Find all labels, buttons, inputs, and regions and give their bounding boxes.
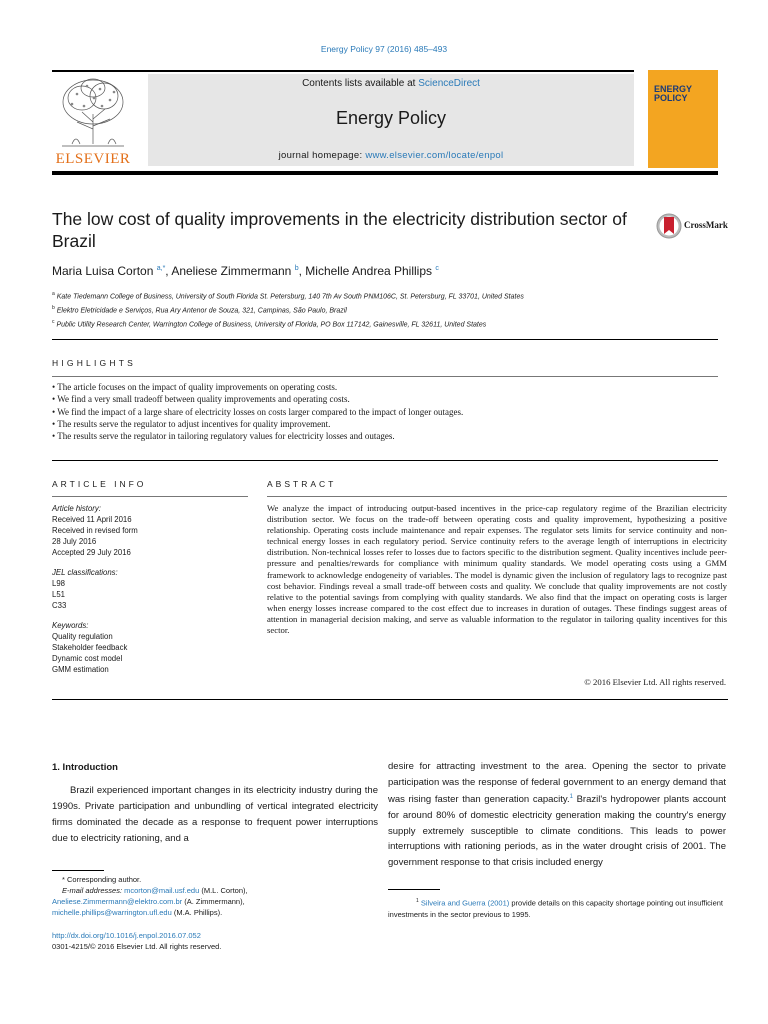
- author-affil-marker[interactable]: c: [435, 265, 439, 272]
- abstract-heading: ABSTRACT: [267, 479, 337, 489]
- contents-prefix: Contents lists available at: [302, 78, 419, 89]
- article-info: [52, 503, 248, 675]
- email-label: E-mail addresses:: [62, 886, 125, 895]
- crossmark-badge[interactable]: [656, 212, 736, 240]
- journal-name: Energy Policy: [335, 108, 447, 128]
- homepage-label: journal homepage:: [278, 150, 366, 161]
- crossmark-label: CrossMark: [684, 220, 728, 230]
- author-name[interactable]: Michelle Andrea Phillips: [305, 264, 433, 278]
- author-name[interactable]: Aneliese Zimmermann: [171, 264, 292, 278]
- jel-code: L98: [52, 579, 66, 588]
- abstract-copyright: © 2016 Elsevier Ltd. All rights reserved.: [584, 677, 726, 687]
- highlight-item: • The results serve the regulator to adjust incentives for quality improvement.: [52, 418, 331, 429]
- keywords-label: Keywords:: [52, 621, 89, 630]
- section-rule-thin: [52, 376, 718, 377]
- history-item: Accepted 29 July 2016: [52, 548, 131, 557]
- sciencedirect-link[interactable]: ScienceDirect: [418, 78, 480, 89]
- intro-paragraph-right: [388, 759, 726, 870]
- journal-citation[interactable]: Energy Policy 97 (2016) 485–493: [320, 44, 448, 54]
- affiliations: [52, 289, 524, 330]
- author-affil-marker[interactable]: a,*: [156, 265, 166, 272]
- history-label: Article history:: [52, 504, 101, 513]
- affil-marker: c: [52, 318, 55, 325]
- keyword: Stakeholder feedback: [52, 643, 128, 652]
- history-item: Received 11 April 2016: [52, 515, 132, 524]
- journal-homepage: [148, 150, 634, 161]
- footnote-ref[interactable]: 1: [569, 794, 573, 801]
- section-rule: [52, 699, 728, 700]
- author-list: Maria Luisa Corton $^{a,*}$, Aneliese Zimmermann $^b$, Michelle Andrea Phillips $^c$: [52, 264, 439, 278]
- affil-text: Public Utility Research Center, Warrington College of Business, University of Florida, PO Box 117142, Gainesville, FL 32611, United States: [56, 320, 487, 328]
- affiliation-line: [52, 303, 524, 317]
- section-rule: [52, 460, 718, 461]
- header-rule-thick: [52, 171, 718, 175]
- author-affil-marker[interactable]: b: [294, 265, 299, 272]
- email-link[interactable]: michelle.phillips@warrington.ufl.edu: [52, 908, 172, 917]
- highlights-list: [52, 381, 718, 442]
- footnote-1: [388, 896, 726, 920]
- highlight-item: • We find the impact of a large share of electricity losses on costs larger compared to the impact of longer outages.: [52, 406, 464, 417]
- section-rule-thin: [267, 496, 727, 497]
- email-owner: (M.L. Corton),: [199, 886, 248, 895]
- footnote-marker: 1: [416, 898, 419, 904]
- header-rule: [52, 70, 634, 72]
- email-link[interactable]: mcorton@mail.usf.edu: [124, 886, 200, 895]
- highlights-heading: HIGHLIGHTS: [52, 358, 136, 368]
- doi-link[interactable]: http://dx.doi.org/10.1016/j.enpol.2016.07.052: [52, 931, 201, 940]
- history-item: Received in revised form: [52, 526, 138, 535]
- highlight-item: • The article focuses on the impact of quality improvements on operating costs.: [52, 382, 338, 392]
- highlight-item: • We find a very small tradeoff between quality improvements and operating costs.: [52, 394, 350, 405]
- highlight-item: • The results serve the regulator in tailoring regulatory values for electricity losses and outages.: [52, 431, 395, 442]
- issn-line: 0301-4215/© 2016 Elsevier Ltd. All rights reserved.: [52, 942, 222, 951]
- affiliation-line: [52, 317, 524, 331]
- footnote-text: provide details on this capacity shortage pointing out insufficient investments in the sector previous to 1995.: [388, 898, 724, 919]
- keyword: Quality regulation: [52, 632, 113, 641]
- jel-label: JEL classifications:: [52, 568, 118, 577]
- jel-code: C33: [52, 601, 67, 610]
- email-owner: (A. Zimmermann),: [182, 897, 245, 906]
- crossmark-icon: [656, 212, 682, 240]
- body-text: desire for attracting investment to the area. Opening the sector to private participation was the response of federal government to an energy demand that was rising faster than generation capacity.: [388, 761, 726, 806]
- cover-title-line2: POLICY: [654, 93, 688, 103]
- affil-text: Elektro Eletricidade e Serviços, Rua Ary Antenor de Souza, 321, Campinas, São Paulo, Brazil: [56, 307, 347, 315]
- cover-title-line1: ENERGY: [654, 84, 693, 94]
- affil-marker: b: [52, 304, 55, 311]
- intro-paragraph-left: Brazil experienced important changes in its electricity industry during the 1990s. Private participation and unbundling of vertical integrated electricity firms dominated the decade as a response to frequent power interruptions due to electricity rationing, and a: [52, 785, 378, 844]
- jel-code: L51: [52, 590, 66, 599]
- email-link[interactable]: Aneliese.Zimmermann@elektro.com.br: [52, 897, 183, 906]
- body-text: Brazil's hydropower plants account for around 80% of domestic electricity generation making the country's energy supply extremely susceptible to climate conditions. This leads to power interruptions with rationing periods, as in the water drought crisis of 2001. The government response to that crisis included energy: [388, 794, 726, 868]
- footnote-rule: [388, 889, 440, 890]
- author-name[interactable]: Maria Luisa Corton: [52, 264, 154, 278]
- elsevier-logo[interactable]: [52, 74, 134, 166]
- journal-cover[interactable]: [648, 70, 718, 168]
- article-title: The low cost of quality improvements in the electricity distribution sector of Brazil: [52, 209, 627, 251]
- contents-line: [148, 78, 634, 89]
- corresponding-footnote: [52, 874, 378, 918]
- affil-marker: a: [52, 291, 55, 297]
- doi-block: [52, 930, 221, 952]
- affil-text: Kate Tiedemann College of Business, University of South Florida St. Petersburg, 140 7th Av South PNM106C, St. Petersburg, FL 33701, United States: [56, 293, 524, 301]
- abstract-text: We analyze the impact of introducing output-based incentives in the price-cap regulatory regime of the Brazilian electricity distribution sector. We focus on the trade-off between operating costs and quality improvement, hypothesizing a positive relationship. Operating costs include maintenance and repair expenses. The regulator sets limits for service continuity and non-technical energy losses in each regulatory period. Service continuity refers to the average length of interruptions in electricity distribution. Non-technical losses refer to losses due to factors specific to the distribution segment. Quality incentives include peer-pressure and penalties/rewards for compliance with minimum quality standards. We model operating costs using a GMM framework to acknowledge endogeneity of variables. The model is dynamic given the inclusion of regulatory lags to recognize past cost behavior. Findings reveal a small trade-off between costs and quality. We conclude that quality improvements are not costly relative to the potential savings from complying with quality standards. We also find that the impact on operating costs is larger when energy losses increase compared to the cost effect due to increases in duration of outages. These findings suggest areas of attention in managerial decision making, and serve as valuable information to the regulator in tailoring quality incentives for this sector.: [267, 503, 727, 636]
- history-item: 28 July 2016: [52, 537, 97, 546]
- homepage-link[interactable]: www.elsevier.com/locate/enpol: [365, 150, 504, 161]
- corresponding-author-note: * Corresponding author.: [62, 875, 142, 884]
- section-heading-introduction: 1. Introduction: [52, 762, 118, 773]
- article-info-heading: ARTICLE INFO: [52, 479, 147, 489]
- elsevier-tree-icon: [52, 74, 134, 150]
- section-rule-thin: [52, 496, 248, 497]
- email-owner: (M.A. Phillips).: [171, 908, 223, 917]
- keyword: GMM estimation: [52, 665, 109, 674]
- affiliation-line: [52, 289, 524, 303]
- citation-link[interactable]: Silveira and Guerra (2001): [420, 898, 510, 908]
- publisher-name: ELSEVIER: [55, 151, 131, 167]
- section-rule: [52, 339, 718, 340]
- cover-title: [654, 85, 692, 103]
- footnote-rule: [52, 870, 104, 871]
- keyword: Dynamic cost model: [52, 654, 123, 663]
